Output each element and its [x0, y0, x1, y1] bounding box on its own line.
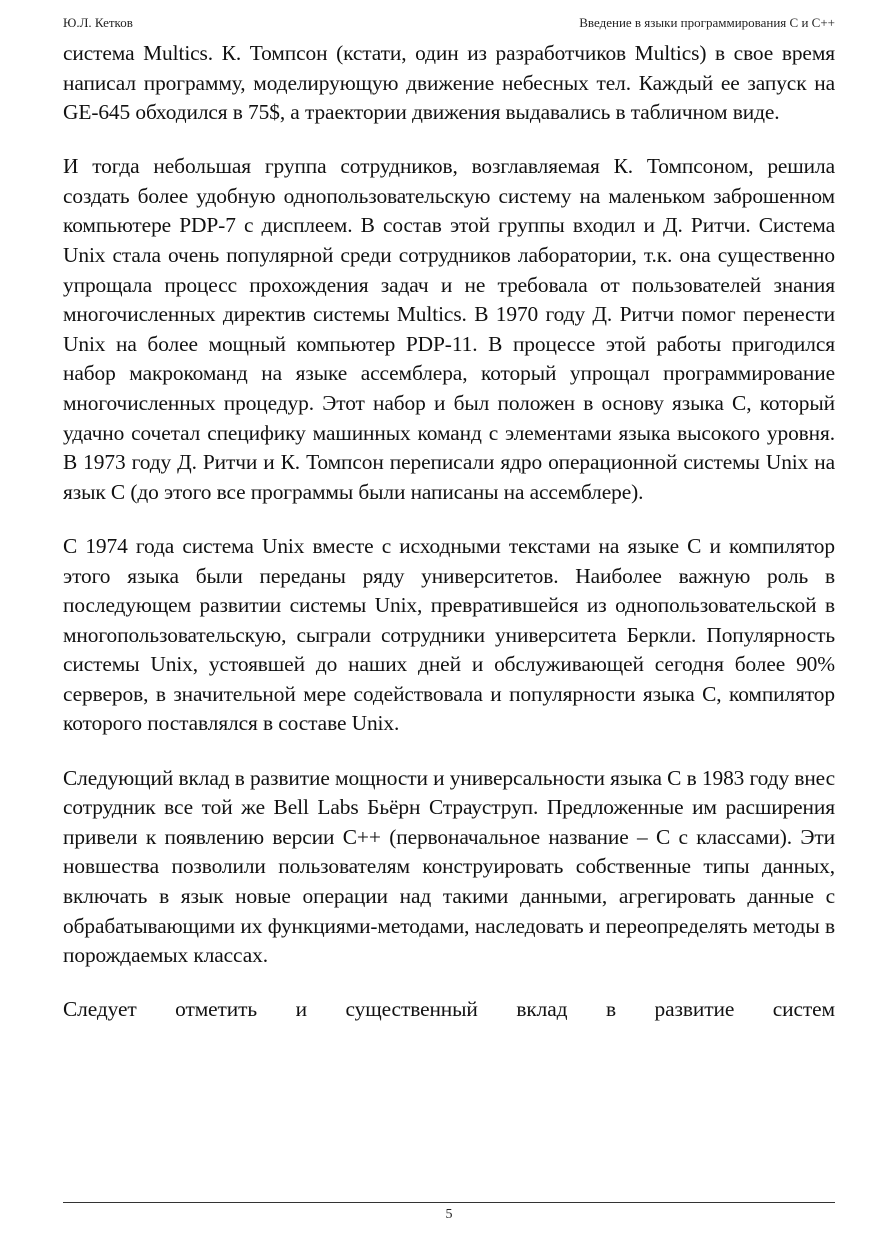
page-number: 5	[445, 1207, 453, 1222]
paragraph-5: Следует отметить и существенный вклад в развитие систем	[63, 997, 835, 1022]
running-header	[63, 14, 835, 31]
document-page	[63, 14, 835, 1234]
body-text	[63, 39, 835, 1025]
footer-divider	[63, 1202, 835, 1203]
paragraph-1: система Multics. К. Томпсон (кстати, один из разработчиков Multics) в свое время написал программу, моделирующую движение небесных тел. Каждый ее запуск на GE-645 обходился в 75$, а траектории движения выдавались в табличном виде.	[63, 41, 835, 125]
header-book-title: Введение в языки программирования С и С++	[579, 15, 835, 30]
paragraph-4: Следующий вклад в развитие мощности и универсальности языка С в 1983 году внес сотрудник все той же Bell Labs Бьёрн Страуструп. Предложенные им расширения привели к появлению версии С++ (первоначальное название – С с классами). Эти новшества позволили пользователям конструировать собственные типы данных, включать в язык новые операции над такими данными, агрегировать данные с обрабатывающими их функциями-методами, наследовать и переопределять методы в порождаемых классах.	[63, 765, 835, 968]
paragraph-2: И тогда небольшая группа сотрудников, возглавляемая К. Томпсоном, решила создать более удобную однопользовательскую систему на маленьком заброшенном компьютере PDP-7 с дисплеем. В состав этой группы входил и Д. Ритчи. Система Unix стала очень популярной среди сотрудников лаборатории, т.к. она существенно упрощала процесс прохождения задач и не требовала от пользователей знания многочисленных директив системы Multics. В 1970 году Д. Ритчи помог перенести Unix на более мощный компьютер PDP-11. В процессе этой работы пригодился набор макрокоманд на языке ассемблера, который упрощал программирование многочисленных процедур. Этот набор и был положен в основу языка С, который удачно сочетал специфику машинных команд с элементами языка высокого уровня. В 1973 году Д. Ритчи и К. Томпсон переписали ядро операционной системы Unix на язык С (до этого все программы были написаны на ассемблере).	[63, 154, 835, 504]
header-author: Ю.Л. Кетков	[63, 15, 133, 30]
paragraph-3: С 1974 года система Unix вместе с исходными текстами на языке С и компилятор этого языка были переданы ряду университетов. Наиболее важную роль в последующем развитии системы Unix, превратившейся из однопользовательской в многопользовательскую, сыграли сотрудники университета Беркли. Популярность системы Unix, устоявшей до наших дней и обслуживающей сегодня более 90% серверов, в значительной мере содействовала и популярности языка С, компилятор которого поставлялся в составе Unix.	[63, 533, 835, 736]
